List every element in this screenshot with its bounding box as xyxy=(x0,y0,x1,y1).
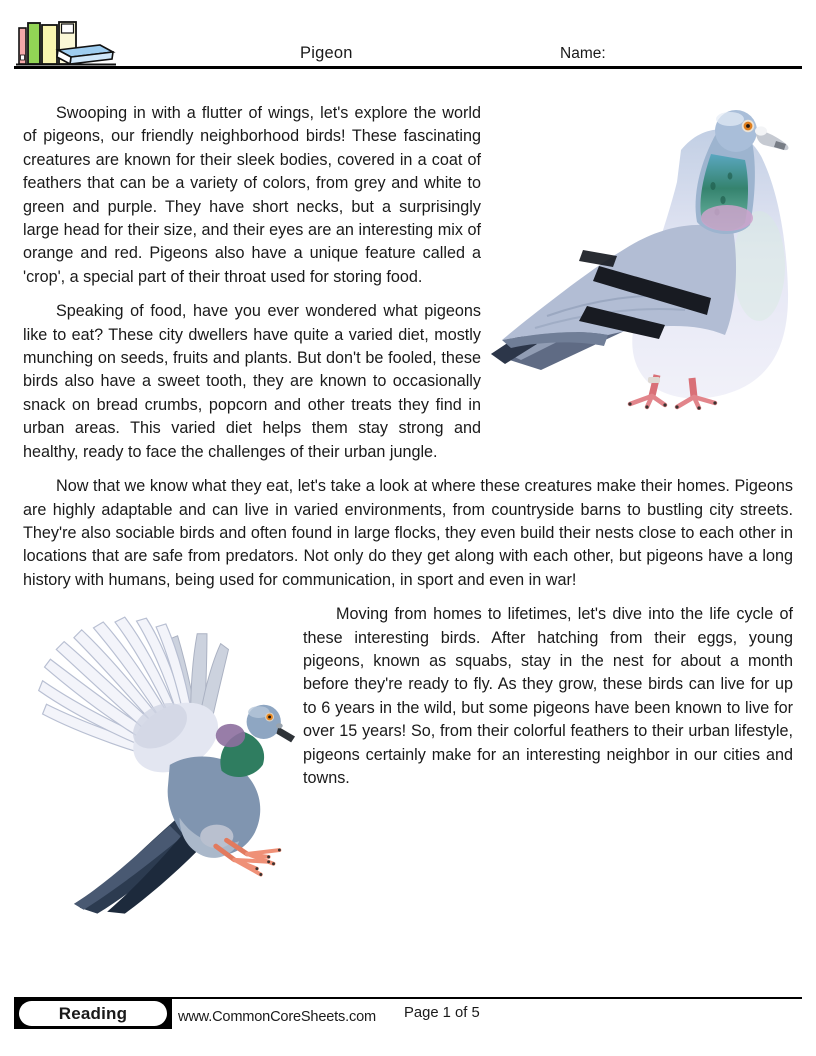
website-url: www.CommonCoreSheets.com xyxy=(178,1009,376,1025)
standing-pigeon-image xyxy=(487,104,793,410)
article-paragraph-3: Now that we know what they eat, let's take a look at where these creatures make their homes. Pigeons are highly adaptable and can live in varied environments, from countryside barns to bustling city streets. They're also sociable birds and often found in large flocks, they even build their nests close to each other in locations that are safe from predators. Not only do they get along with each other, but pigeons have a long history with humans, being used for communication, in sport and even in war! xyxy=(23,477,793,589)
name-label: Name: xyxy=(560,45,606,62)
page-number: Page 1 of 5 xyxy=(404,1005,480,1021)
article-body xyxy=(23,102,793,917)
flying-pigeon-image xyxy=(23,605,297,917)
category-badge: Reading xyxy=(19,1001,167,1026)
category-badge-box xyxy=(14,998,172,1029)
books-stack-icon xyxy=(14,14,118,68)
paragraph-4-section xyxy=(23,603,793,917)
article-paragraph-2: Speaking of food, have you ever wondered what pigeons like to eat? These city dwellers have quite a varied diet, mostly munching on seeds, fruits and plants. But don't be fooled, these birds also have a sweet tooth, they are known to occasionally snack on bread crumbs, popcorn and other treats they find in urban areas. This varied diet helps them stay strong and healthy, ready to face the challenges of their urban jungle. xyxy=(23,302,481,461)
article-paragraph-4: Moving from homes to lifetimes, let's dive into the life cycle of these interesting birds. After hatching from their eggs, young pigeons, known as squabs, stay in the nest for about a month before they're ready to fly. As they grow, these birds can live for up to 6 years in the wild, but some pigeons have been known to live for over 15 years! So, from their colorful feathers to their urban lifestyle, pigeons certainly make for an interesting neighbor in our cities and towns. xyxy=(303,605,793,787)
article-paragraph-1: Swooping in with a flutter of wings, let's explore the world of pigeons, our friendly neighborhood birds! These fascinating creatures are known for their sleek bodies, covered in a coat of feathers that can be a variety of colors, from grey and white to green and purple. They have short necks, but a surprisingly large head for their size, and their eyes are an interesting mix of orange and red. Pigeons also have a unique feature called a 'crop', a special part of their throat used for storing food. xyxy=(23,104,481,286)
page-title: Pigeon xyxy=(300,44,353,62)
page-footer xyxy=(0,996,816,1056)
page-header xyxy=(14,0,802,69)
